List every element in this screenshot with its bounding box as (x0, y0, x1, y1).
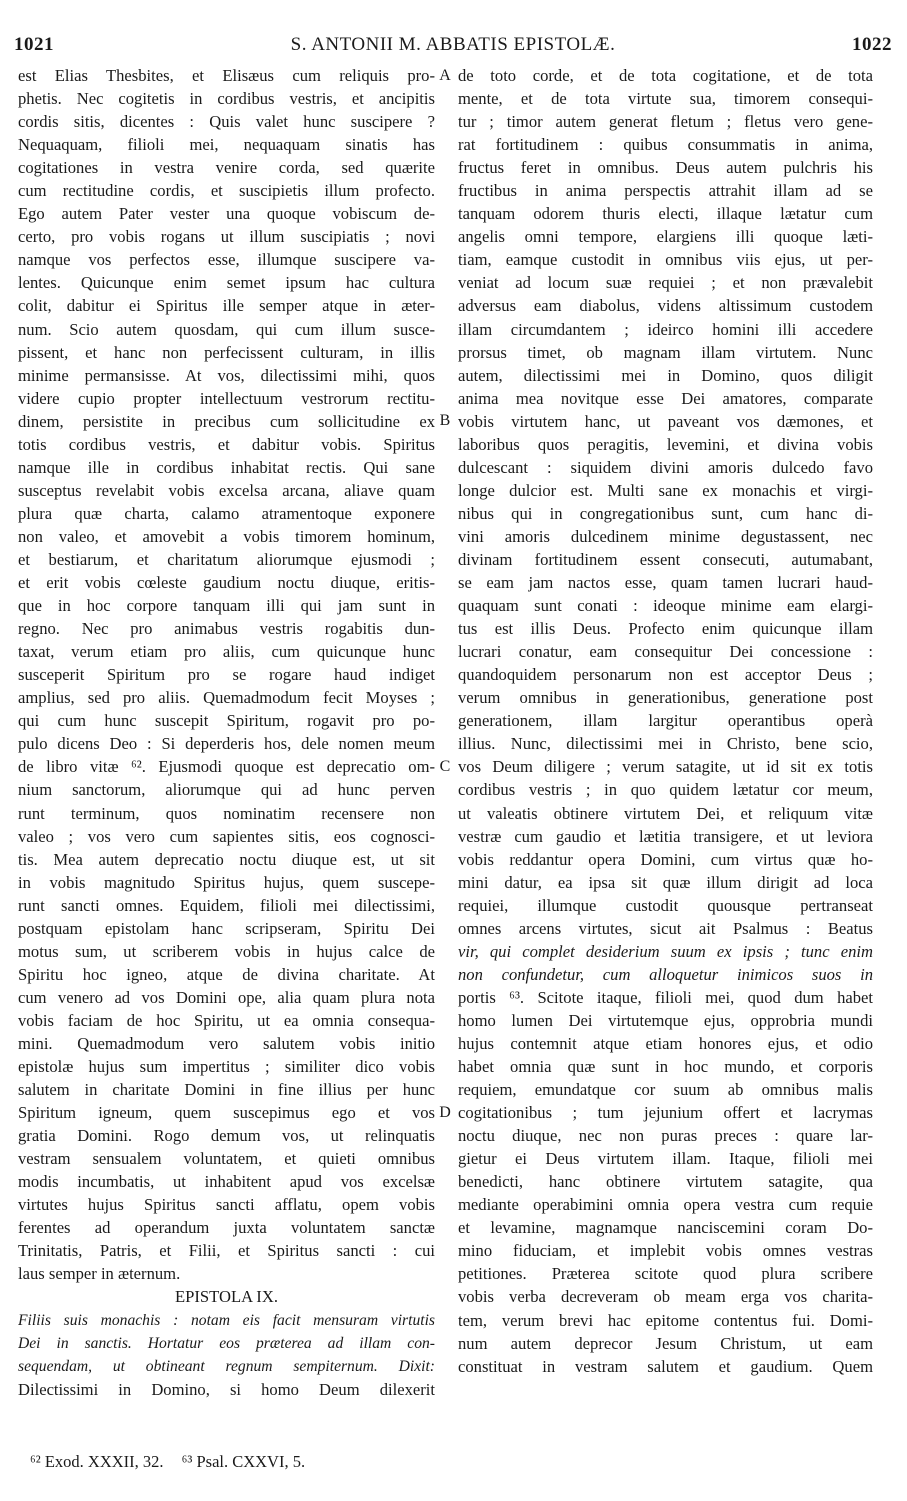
text-line: colit, dabitur ei Spiritus ille semper atque in æter- (18, 296, 435, 316)
footnotes (30, 1452, 319, 1472)
text-line: lentes. Quicunque enim semet ipsum hac cultura (18, 273, 435, 293)
text-line: videre cupio propter intellectuum vestrorum rectitu- (18, 388, 435, 408)
text-line: vobis verba decreveram ob meam erga vos charita- (458, 1287, 873, 1307)
text-line: nium sanctorum, aliorumque qui ad hunc perven (18, 780, 435, 800)
text-line: que in hoc corpore tanquam illi qui jam sunt in (18, 596, 435, 616)
text-line: amplius, sed pro aliis. Quemadmodum fecit Moyses ; (18, 688, 435, 708)
text-line: noctu diuque, nec non puras preces : quare lar- (458, 1126, 873, 1146)
text-line: vestram sensualem voluntatem, et quieti omnibus (18, 1149, 435, 1169)
text-line: et erit vobis cœleste gaudium noctu diuque, eritis- (18, 573, 435, 593)
text-line: ferentes ad operandum juxta voluntatem sanctæ (18, 1218, 435, 1238)
text-line: cum venero ad vos Domini ope, alia quam plura nota (18, 987, 435, 1007)
text-line: tis. Mea autem deprecatio noctu diuque est, ut sit (18, 849, 435, 869)
text-line: prorsus timet, ob magnam illam virtutem. Nunc (458, 342, 873, 362)
text-line: virtutes hujus Spiritus sancti afflatu, opem vobis (18, 1195, 435, 1215)
text-line: minime permansisse. At vos, dilectissimi mihi, quos (18, 365, 435, 385)
text-line: Filiis suis monachis : notam eis facit mensuram virtutis (18, 1311, 435, 1329)
text-line: angelis omni tempore, elargiens illi quoque læti- (458, 227, 873, 247)
text-line: nibus qui in congregationibus sunt, cum hanc di- (458, 503, 873, 523)
footnote-62: ⁶² Exod. XXXII, 32. (30, 1452, 164, 1471)
text-line: vobis virtutem hanc, ut paveant vos dæmones, et (458, 411, 873, 431)
text-line: autem, dilectissimi mei in Domino, quos diligit (458, 365, 873, 385)
text-line: pissent, et hanc non perfecissent culturam, in illis (18, 342, 435, 362)
text-line: Ego autem Pater vester una quoque vobiscum de- (18, 204, 435, 224)
text-line: omnes arcens virtutes, sicut ait Psalmus : Beatus (458, 918, 873, 938)
epistle-heading: EPISTOLA IX. (175, 1287, 278, 1307)
text-line: de libro vitæ ⁶². Ejusmodi quoque est deprecatio om- (18, 757, 435, 777)
page-number-left: 1021 (14, 34, 54, 55)
text-line: fructus feret in omnibus. Deus autem pulchris his (458, 158, 873, 178)
footnote-63: ⁶³ Psal. CXXVI, 5. (181, 1452, 306, 1471)
text-line: laboribus quos peragitis, levemini, et divina vobis (458, 434, 873, 454)
text-line: anima mea novitque esse Dei amatores, comparate (458, 388, 873, 408)
text-line: Dei in sanctis. Hortatur eos præterea ad illam con- (18, 1334, 435, 1352)
text-line: divinam fortitudinem essent consecuti, autumabant, (458, 549, 873, 569)
margin-letter-a: A (439, 67, 451, 84)
text-line: namque ille in cordibus inhabitat rectis. Qui sane (18, 457, 435, 477)
text-line: hujus contemnit atque etiam honores ejus, et odio (458, 1033, 873, 1053)
text-line: namque vos perfectos esse, illumque suscipere va- (18, 250, 435, 270)
page-header (14, 34, 892, 60)
text-line: cogitationes in vestra venire corda, sed quærite (18, 158, 435, 178)
text-line: Nequaquam, filioli mei, nequaquam sinatis has (18, 135, 435, 155)
page-number-right: 1022 (852, 34, 892, 55)
text-line: petitiones. Præterea scitote quod plura scribere (458, 1264, 873, 1284)
text-line: et levamine, magnamque nanciscemini coram Do- (458, 1218, 873, 1238)
text-line: qui cum hunc suscepit Spiritum, rogavit pro po- (18, 711, 435, 731)
text-line: laus semper in æternum. (18, 1264, 181, 1284)
text-line: illius. Nunc, dilectissimi mei in Christo, bene scio, (458, 734, 873, 754)
text-line: vobis reddantur opera Domini, cum virtus quæ ho- (458, 849, 873, 869)
text-line: illam circumdantem ; ideirco homini illi accedere (458, 319, 873, 339)
text-line: homo lumen Dei virtutemque ejus, opprobria mundi (458, 1010, 873, 1030)
text-line: tur ; timor autem generat fletum ; fletus vero gene- (458, 112, 873, 132)
text-line: vini amoris dulcedinem minime degustassent, nec (458, 526, 873, 546)
text-line: regno. Nec pro animabus vestris rogabitis dun- (18, 619, 435, 639)
text-line: mente, et de tota virtute sua, timorem consequi- (458, 89, 873, 109)
text-line: ut valeatis obtinere virtutem Dei, et reliquum vitæ (458, 803, 873, 823)
text-line: requiei, illumque custodit quousque pertranseat (458, 895, 873, 915)
text-line: vos Deum diligere ; verum satagite, ut id sit ex totis (458, 757, 873, 777)
text-line: num. Scio autem quosdam, qui cum illum susce- (18, 319, 435, 339)
text-line: habet omnia quæ sunt in hoc mundo, et corporis (458, 1057, 873, 1077)
text-line: constituat in vestram salutem et gaudium. Quem (458, 1356, 873, 1376)
text-line: rat fortitudinem : quibus consummatis in anima, (458, 135, 873, 155)
text-line: tiam, eamque custodit in omnibus viis ejus, ut per- (458, 250, 873, 270)
text-line: vestræ cum gaudio et lætitia transigere, et ut leviora (458, 826, 873, 846)
text-line: modis incumbatis, ut inhabitent apud vos excelsæ (18, 1172, 435, 1192)
text-line: certo, pro vobis rogans ut illum suscipiatis ; novi (18, 227, 435, 247)
text-line: mediante operabimini omnia opera vestra cum requie (458, 1195, 873, 1215)
text-line: pulo dicens Deo : Si deperderis hos, dele nomen meum (18, 734, 435, 754)
text-line: adversus eam diabolus, videns altissimum custodem (458, 296, 873, 316)
text-line: cordis sitis, dicentes : Quis valet hunc suscipere ? (18, 112, 435, 132)
text-line: Spiritum igneum, quem suscepimus ego et vos (18, 1103, 435, 1123)
text-line: cordibus vestris ; in quo quidem lætatur cor meum, (458, 780, 873, 800)
text-line: cogitationibus ; tum jejunium offert et lacrymas (458, 1103, 873, 1123)
text-line: de toto corde, et de tota cogitatione, et de tota (458, 66, 873, 85)
margin-letter-b: B (439, 412, 451, 429)
text-line: totis cordibus vestris, et dabitur vobis. Spiritus (18, 434, 435, 454)
text-line: postquam epistolam hanc scripseram, Spiritu Dei (18, 918, 435, 938)
text-line: runt terminum, quos nominatim recensere non (18, 803, 435, 823)
text-line: quandoquidem personarum non est acceptor Deus ; (458, 665, 873, 685)
text-line: sequendam, ut obtineant regnum sempiternum. Dixit: (18, 1357, 435, 1375)
text-line: mini datur, ea ipsa sit quæ illum dirigit ad loca (458, 872, 873, 892)
text-line: phetis. Nec cogitetis in cordibus vestris, et ancipitis (18, 89, 435, 109)
left-text-column (18, 64, 435, 1401)
text-line: et bestiarum, et charitatum aliorumque ejusmodi ; (18, 549, 435, 569)
text-line: epistolæ hujus sum impertitus ; similiter dico vobis (18, 1057, 435, 1077)
text-line: longe dulcior est. Multi sane ex monachis et virgi- (458, 480, 873, 500)
text-line: Trinitatis, Patris, et Filii, et Spiritus sancti : cui (18, 1241, 435, 1261)
text-line: se eam jam nactos esse, quam tamen lucrari haud- (458, 573, 873, 593)
text-line: vobis faciam de hoc Spiritu, ut ea omnia consequa- (18, 1010, 435, 1030)
text-line: vir, qui complet desiderium suum ex ipsis ; tunc enim (458, 941, 873, 961)
text-line: taxat, verum etiam pro aliis, cum quicunque hunc (18, 642, 435, 662)
text-line: verum omnibus in generationibus, generatione post (458, 688, 873, 708)
right-text-column (458, 64, 873, 1378)
text-line: gietur ei Deus virtutem illam. Itaque, filioli mei (458, 1149, 873, 1169)
text-line: generationem, illam largitur operantibus operà (458, 711, 873, 731)
text-line: requiem, emundatque cor suum ab omnibus malis (458, 1080, 873, 1100)
margin-letter-c: C (439, 758, 451, 775)
text-line: tanquam odorem thuris electi, illaque lætatur cum (458, 204, 873, 224)
text-line: susceptus revelabit vobis excelsa arcana, aliave quam (18, 480, 435, 500)
text-line: non valeo, et amovebit a vobis timorem hominum, (18, 526, 435, 546)
text-line: tem, verum brevi hac epitome contentus fui. Domi- (458, 1310, 873, 1330)
text-line: mino fiduciam, et implebit vobis omnes vestras (458, 1241, 873, 1261)
text-line: dulcescant : siquidem divini amoris dulcedo favo (458, 457, 873, 477)
text-line: Spiritu hoc igneo, atque de divina charitate. At (18, 964, 435, 984)
text-line: motus sum, ut scriberem vobis in hujus calce de (18, 941, 435, 961)
text-line: num autem deprecor Jesum Christum, ut eam (458, 1333, 873, 1353)
text-line: tus est illis Deus. Profecto enim quicunque illam (458, 619, 873, 639)
text-line: quaquam sunt conati : ideoque minime eam elargi- (458, 596, 873, 616)
text-line: mini. Quemadmodum vero salutem vobis initio (18, 1033, 435, 1053)
text-line: susceperit Spiritum pro se rogare haud indiget (18, 665, 435, 685)
running-title: S. ANTONII M. ABBATIS EPISTOLÆ. (290, 34, 616, 55)
text-line: Dilectissimi in Domino, si homo Deum dilexerit (18, 1379, 435, 1399)
margin-letter-d: D (439, 1104, 451, 1121)
text-line: cum rectitudine cordis, et suscipietis illum profecto. (18, 181, 435, 201)
text-line: plura quæ charta, calamo atramentoque exponere (18, 503, 435, 523)
text-line: dinem, persistite in precibus cum sollicitudine ex (18, 411, 435, 431)
text-line: est Elias Thesbites, et Elisæus cum reliquis pro- (18, 66, 435, 85)
text-line: gratia Domini. Rogo demum vos, ut relinquatis (18, 1126, 435, 1146)
text-line: portis ⁶³. Scitote itaque, filioli mei, quod dum habet (458, 987, 873, 1007)
text-line: benedicti, hanc obtinere virtutem satagite, qua (458, 1172, 873, 1192)
text-line: veniat ad locum suæ requiei ; et non prævalebit (458, 273, 873, 293)
text-line: runt sancti omnes. Equidem, filioli mei dilectissimi, (18, 895, 435, 915)
text-line: valeo ; vos vero cum sapientes sitis, eos cognosci- (18, 826, 435, 846)
text-line: non confundetur, cum alloquetur inimicos suos in (458, 964, 873, 984)
text-line: lucrari conatur, eam consequitur Dei concessione : (458, 642, 873, 662)
text-line: salutem in charitate Domini in fine illius per hunc (18, 1080, 435, 1100)
text-line: in vobis magnitudo Spiritus hujus, quem suscepe- (18, 872, 435, 892)
text-line: fructibus in anima perspectis attrahit illam ad se (458, 181, 873, 201)
